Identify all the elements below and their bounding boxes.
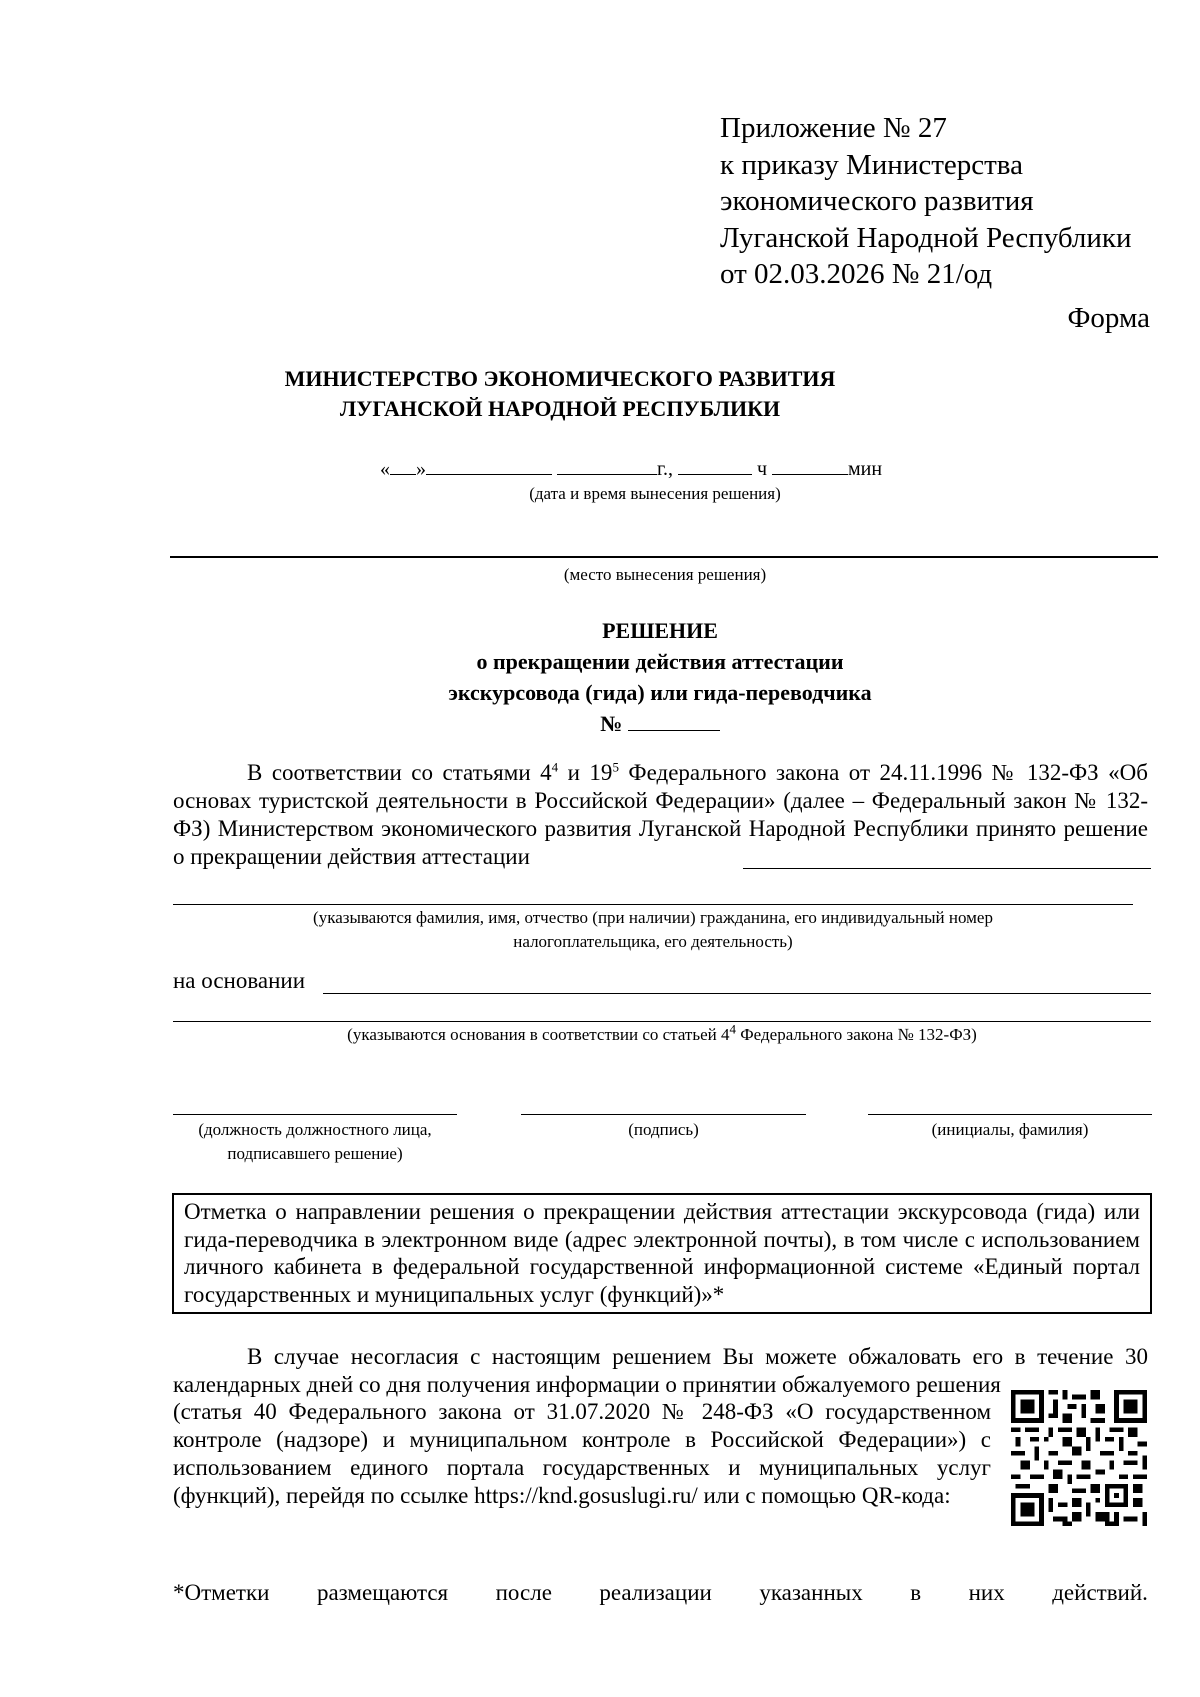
month-field[interactable] (426, 456, 552, 475)
datetime-caption: (дата и время вынесения решения) (529, 484, 781, 503)
name-caption: (инициалы, фамилия) (931, 1120, 1089, 1139)
minute-suffix: мин (848, 458, 883, 480)
appeal-paragraph-cont: (статья 40 Федерального закона от 31.07.2020 № 248-ФЗ «О государственном контроле (надзоре) и муниципальном контроле в Российской Федерации») с использованием единого портала государственных и муниципальных услуг (функций), перейдя по ссылке https://knd.gosuslugi.ru/ или с помощью QR-кода: (173, 1399, 991, 1508)
basis-label: на основании (173, 968, 306, 993)
appendix-order-date: от 02.03.2026 № 21/од (720, 258, 993, 290)
person-caption-line2: налогоплательщика, его деятельность) (513, 932, 793, 951)
attestation-field[interactable] (743, 868, 1151, 869)
appendix-header (720, 110, 1132, 293)
signature-caption: (подпись) (628, 1120, 699, 1139)
basis-caption-a: (указываются основания в соответствии со статьей 4 (347, 1025, 730, 1044)
para1-text-c: Федерального закона от 24.11.1996 № 132-ФЗ «Об основах туристской деятельности в Российской Федерации» (далее – Федеральный закон № 132-ФЗ) Министерством экономического развития Луганской Народной Республики принято решение о прекращении действия аттестации (173, 760, 1148, 869)
legal-basis-paragraph (173, 759, 1148, 871)
ministry-title (0, 364, 1120, 424)
ministry-title-line1: МИНИСТЕРСТВО ЭКОНОМИЧЕСКОГО РАЗВИТИЯ (284, 366, 836, 391)
position-caption-line1: (должность должностного лица, (198, 1120, 432, 1139)
para1-sup-a: 4 (551, 759, 559, 775)
person-caption-line1: (указываются фамилия, имя, отчество (при наличии) гражданина, его индивидуальный номер (313, 908, 993, 927)
place-caption: (место вынесения решения) (563, 565, 767, 584)
number-label: № (600, 711, 623, 736)
basis-caption (173, 1021, 1151, 1045)
person-caption (173, 906, 1133, 954)
footnote (173, 1580, 1148, 1606)
position-caption (165, 1118, 465, 1166)
appendix-ministry: экономического развития (720, 185, 1034, 217)
minute-field[interactable] (772, 456, 848, 475)
basis-caption-sup: 4 (729, 1021, 736, 1037)
decision-title: РЕШЕНИЕ (602, 618, 718, 643)
appendix-order-ref: к приказу Министерства (720, 148, 1023, 181)
ministry-title-line2: ЛУГАНСКОЙ НАРОДНОЙ РЕСПУБЛИКИ (339, 396, 781, 421)
close-quote: » (416, 458, 426, 480)
decision-heading (0, 615, 1200, 739)
basis-field[interactable] (323, 993, 1151, 994)
appendix-republic: Луганской Народной Республики (720, 221, 1132, 254)
footnote-word: *Отметки (173, 1580, 270, 1605)
datetime-line (380, 456, 882, 481)
hour-suffix: ч (756, 458, 768, 480)
decision-number-field[interactable] (628, 712, 720, 731)
basis-field-line2[interactable] (173, 1021, 1151, 1022)
footnote-word: указанных (759, 1580, 863, 1605)
para1-text-a: В соответствии со статьями 4 (247, 760, 552, 785)
place-field[interactable] (170, 556, 1158, 558)
position-caption-line2: подписавшего решение) (227, 1144, 403, 1163)
footnote-word: реализации (599, 1580, 712, 1605)
open-quote: « (380, 458, 390, 480)
year-field[interactable] (557, 456, 657, 475)
signature-field[interactable] (521, 1114, 806, 1115)
footnote-word: действий. (1052, 1580, 1148, 1605)
footnote-word: в (910, 1580, 922, 1605)
day-field[interactable] (390, 456, 416, 475)
appendix-number: Приложение № 27 (720, 112, 947, 144)
basis-caption-b: Федерального закона № 132-ФЗ) (736, 1025, 977, 1044)
footnote-word: после (495, 1580, 552, 1605)
decision-number (0, 708, 1200, 739)
name-field[interactable] (868, 1114, 1152, 1115)
hour-field[interactable] (678, 456, 752, 475)
form-label: Форма (1067, 302, 1150, 334)
para1-sup-b: 5 (612, 759, 619, 775)
position-field[interactable] (173, 1114, 457, 1115)
para1-text-b: и 19 (558, 760, 613, 785)
footnote-word: размещаются (316, 1580, 449, 1605)
electronic-delivery-note: Отметка о направлении решения о прекращении действия аттестации экскурсовода (гида) или гида-переводчика в электронном виде (адрес электронной почты), в том числе с использованием личного кабинета в федеральной государственной информационной системе «Единый портал государственных и муниципальных услуг (функций)»* (172, 1193, 1152, 1314)
decision-subtitle1: о прекращении действия аттестации (476, 649, 844, 674)
person-field[interactable] (173, 904, 1133, 905)
footnote-word: них (968, 1580, 1005, 1605)
year-suffix: г., (657, 458, 673, 480)
appeal-paragraph: В случае несогласия с настоящим решением Вы можете обжаловать его в течение 30 календарных дней со дня получения информации о принятии обжалуемого решения (173, 1344, 1148, 1397)
decision-subtitle2: экскурсовода (гида) или гида-переводчика (448, 680, 872, 705)
qr-code-icon (1011, 1390, 1147, 1526)
